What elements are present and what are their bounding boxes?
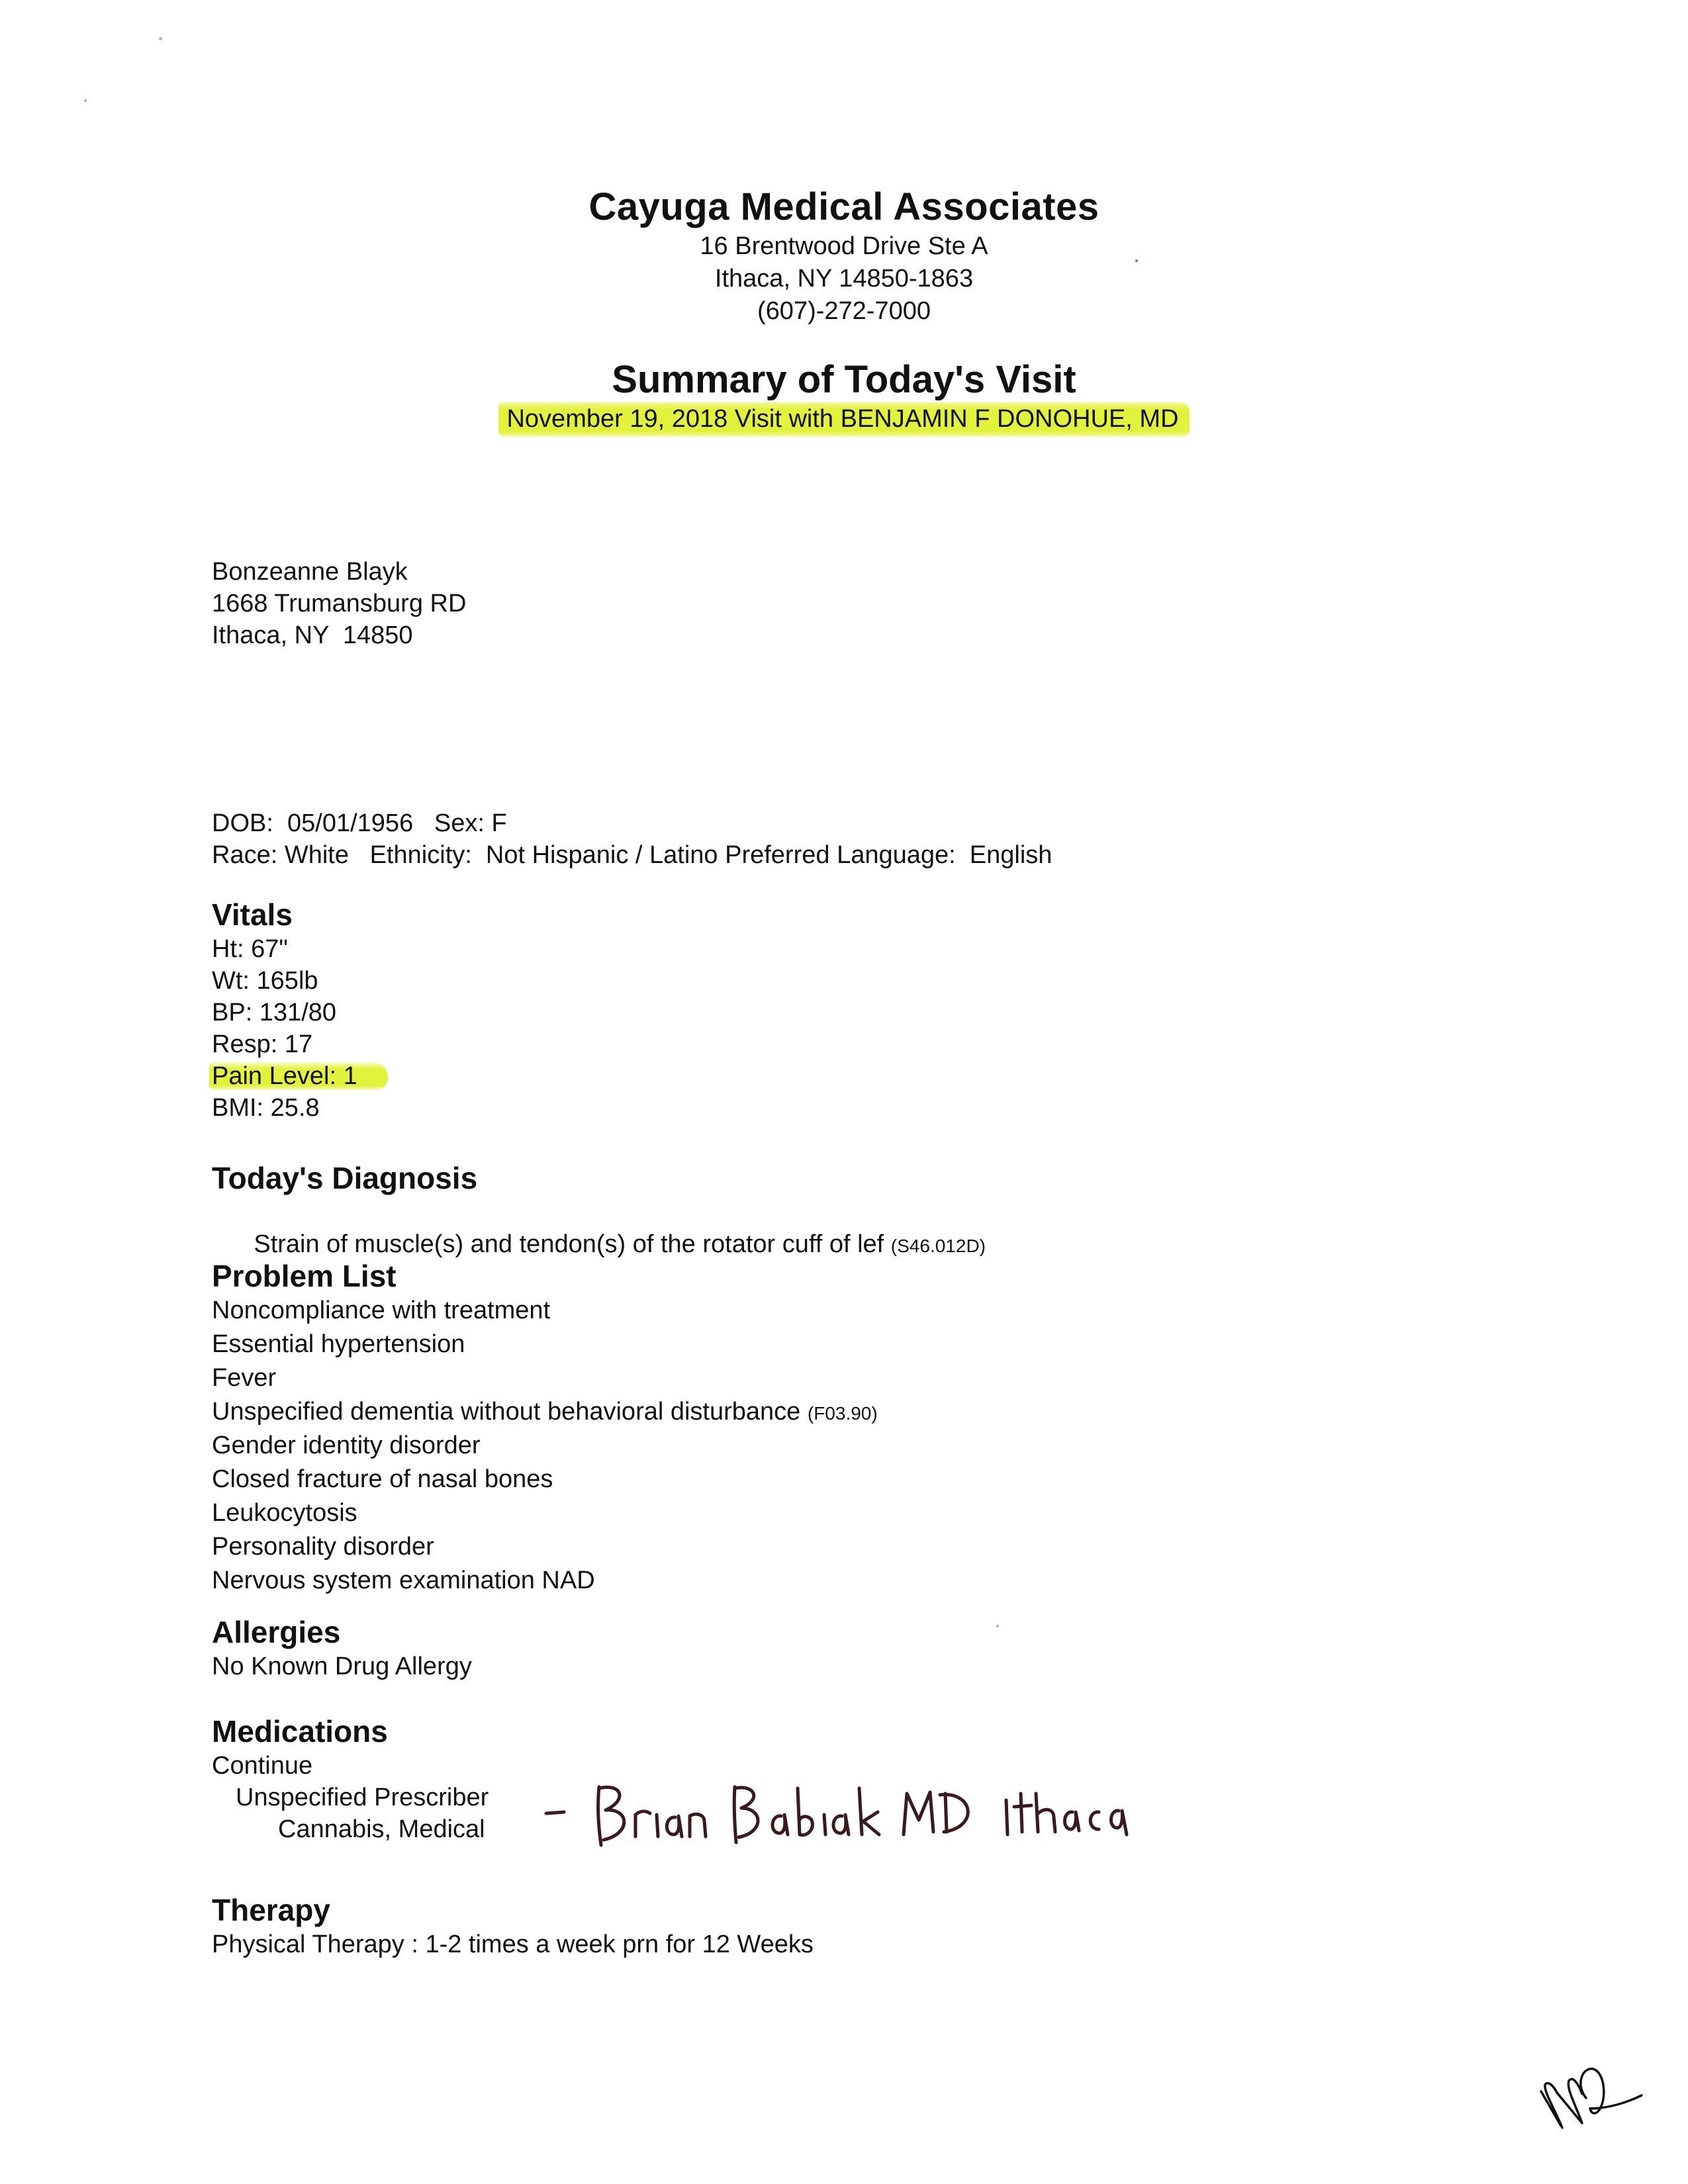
medications-title: Medications <box>212 1714 388 1749</box>
problem-list-item: Leukocytosis <box>212 1499 357 1527</box>
scan-speck <box>84 99 87 102</box>
demographics-block <box>212 807 1052 871</box>
medication-status: Continue <box>212 1752 313 1780</box>
scan-speck <box>996 1625 999 1627</box>
organization-header <box>0 184 1688 328</box>
demographics-race-ethnicity-language: Race: White Ethnicity: Not Hispanic / Latino Preferred Language: English <box>212 841 1053 869</box>
patient-address-block <box>212 556 1536 651</box>
problem-list-item: Nervous system examination NAD <box>212 1567 595 1594</box>
organization-address-line2: Ithaca, NY 14850-1863 <box>714 265 974 293</box>
patient-name: Bonzeanne Blayk <box>212 558 408 586</box>
summary-header <box>0 357 1688 437</box>
allergies-text: No Known Drug Allergy <box>212 1653 472 1680</box>
vitals-title: Vitals <box>212 897 293 932</box>
vital-respiration: Resp: 17 <box>212 1030 313 1058</box>
organization-address-line1: 16 Brentwood Drive Ste A <box>700 232 988 260</box>
problem-list-item: Essential hypertension <box>212 1330 465 1358</box>
diagnosis-code: (S46.012D) <box>890 1236 986 1256</box>
patient-street: 1668 Trumansburg RD <box>212 590 467 617</box>
vital-blood-pressure: BP: 131/80 <box>212 999 337 1026</box>
problem-list-item: Gender identity disorder <box>212 1432 481 1459</box>
visit-info-highlighted: November 19, 2018 Visit with BENJAMIN F DONOHUE, MD <box>498 402 1189 437</box>
diagnosis-text: Strain of muscle(s) and tendon(s) of the rotator cuff of lef <box>254 1230 891 1258</box>
allergies-section <box>212 1614 472 1682</box>
handwritten-initials <box>1536 2065 1655 2131</box>
problem-list-title: Problem List <box>212 1259 397 1293</box>
vital-bmi: BMI: 25.8 <box>212 1094 320 1122</box>
vitals-section <box>212 896 388 1124</box>
problem-list-item: Closed fracture of nasal bones <box>212 1465 553 1493</box>
medication-name: Cannabis, Medical <box>278 1815 485 1843</box>
problem-list-item: Noncompliance with treatment <box>212 1297 551 1324</box>
problem-list-item: Fever <box>212 1364 277 1392</box>
organization-name: Cayuga Medical Associates <box>588 185 1100 228</box>
medications-section <box>212 1713 489 1845</box>
problem-list-item: Unspecified dementia without behavioral disturbance (F03.90) <box>212 1398 878 1426</box>
organization-phone: (607)-272-7000 <box>757 297 931 325</box>
scan-speck <box>159 37 162 40</box>
handwritten-prescriber-note <box>543 1774 1139 1853</box>
therapy-text: Physical Therapy : 1-2 times a week prn for 12 Weeks <box>212 1931 814 1958</box>
summary-title: Summary of Today's Visit <box>612 358 1076 401</box>
vital-pain-level-highlighted: Pain Level: 1 <box>209 1062 388 1090</box>
patient-city-state-zip: Ithaca, NY 14850 <box>212 621 413 649</box>
problem-list-section <box>212 1257 878 1598</box>
demographics-dob-sex: DOB: 05/01/1956 Sex: F <box>212 809 507 837</box>
diagnosis-title: Today's Diagnosis <box>212 1161 478 1195</box>
therapy-title: Therapy <box>212 1893 330 1927</box>
medication-prescriber: Unspecified Prescriber <box>236 1784 489 1811</box>
vital-height: Ht: 67" <box>212 935 288 963</box>
vital-weight: Wt: 165lb <box>212 967 318 995</box>
allergies-title: Allergies <box>212 1615 341 1649</box>
therapy-section <box>212 1891 814 1960</box>
problem-list-item: Personality disorder <box>212 1533 434 1561</box>
